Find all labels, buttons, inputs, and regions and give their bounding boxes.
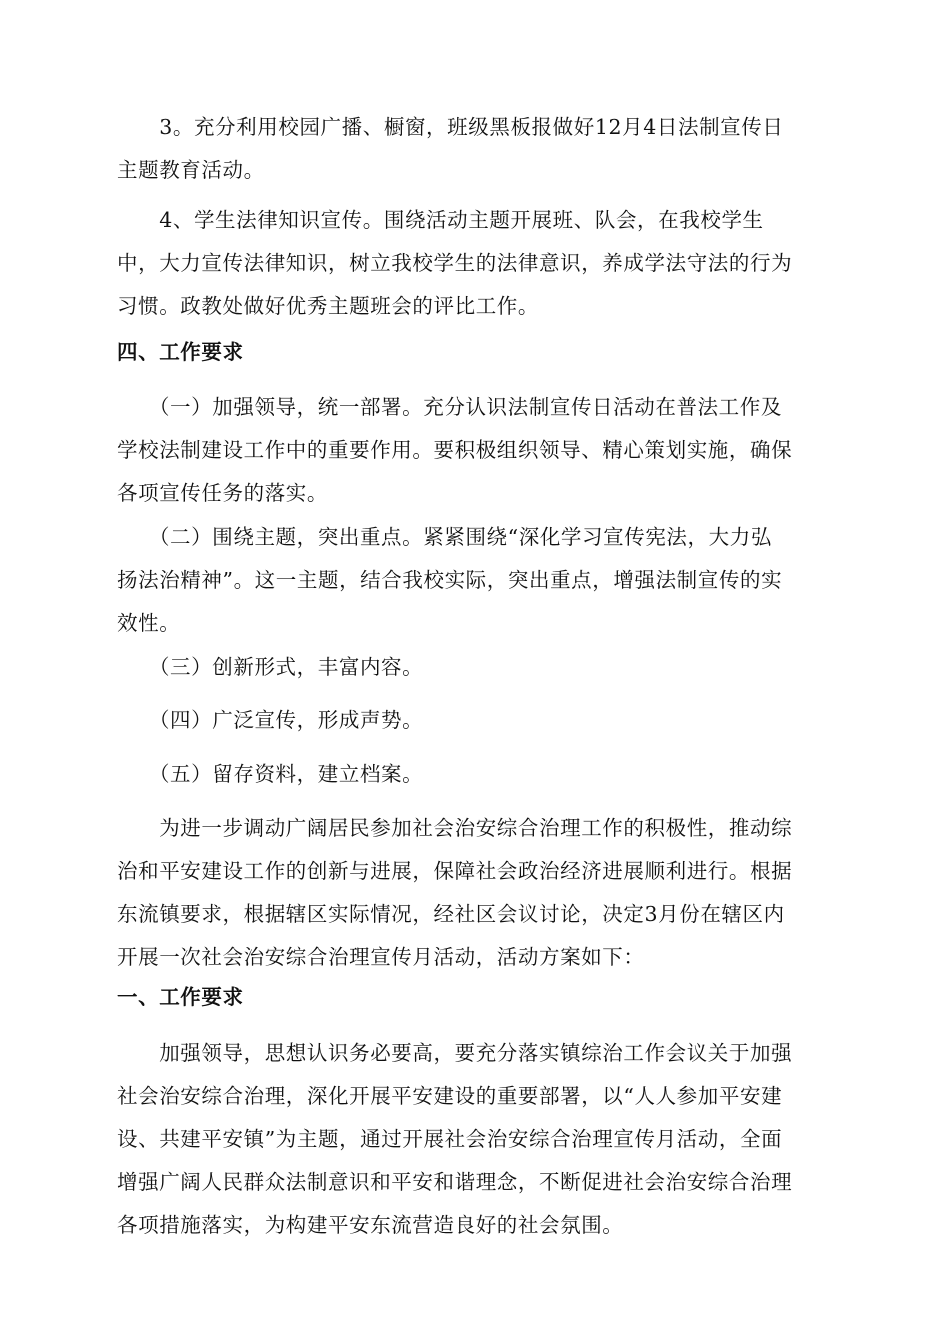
text-line: 学校法制建设工作中的重要作用。要积极组织领导、精心策划实施，确保 xyxy=(117,438,793,462)
text-line: 设、共建平安镇”为主题，通过开展社会治安综合治理宣传月活动，全面 xyxy=(117,1127,783,1151)
text-line: （三）创新形式，丰富内容。 xyxy=(117,655,424,679)
paragraph-wide-publicity xyxy=(117,699,833,742)
text-line: （一）加强领导，统一部署。充分认识法制宣传日活动在普法工作及 xyxy=(117,395,782,419)
text-line: （四）广泛宣传，形成声势。 xyxy=(117,708,424,732)
text-line: 扬法治精神”。这一主题，结合我校实际，突出重点，增强法制宣传的实 xyxy=(117,568,783,592)
text-line: 社会治安综合治理，深化开展平安建设的重要部署，以“人人参加平安建 xyxy=(117,1084,783,1108)
text-line: 各项宣传任务的落实。 xyxy=(117,481,328,505)
paragraph-innovate-forms xyxy=(117,646,833,689)
section-heading-work-requirements-4: 四、工作要求 xyxy=(117,340,244,364)
text-line: 开展一次社会治安综合治理宣传月活动，活动方案如下： xyxy=(117,945,645,969)
paragraph-item-4-law-knowledge xyxy=(117,199,833,328)
text-line: 各项措施落实，为构建平安东流营造良好的社会氛围。 xyxy=(117,1213,624,1237)
paragraph-keep-records xyxy=(117,753,833,796)
text-line: 习惯。政教处做好优秀主题班会的评比工作。 xyxy=(117,294,539,318)
text-line: （二）围绕主题，突出重点。紧紧围绕“深化学习宣传宪法，大力弘 xyxy=(117,525,772,549)
paragraph-item-3-broadcast xyxy=(117,106,833,192)
text-line: 效性。 xyxy=(117,611,181,635)
section-heading-work-requirements-1: 一、工作要求 xyxy=(117,985,244,1009)
text-line: （五）留存资料，建立档案。 xyxy=(117,762,424,786)
paragraph-strengthen-leadership xyxy=(117,386,833,515)
text-line: 治和平安建设工作的创新与进展，保障社会政治经济进展顺利进行。根据 xyxy=(117,859,793,883)
text-line: 中，大力宣传法律知识，树立我校学生的法律意识，养成学法守法的行为 xyxy=(117,251,793,275)
paragraph-strengthen-leadership-security xyxy=(117,1032,833,1247)
paragraph-focus-theme xyxy=(117,516,833,645)
text-line: 3。充分利用校园广播、橱窗，班级黑板报做好12月4日法制宣传日 xyxy=(117,115,784,139)
text-line: 东流镇要求，根据辖区实际情况，经社区会议讨论，决定3月份在辖区内 xyxy=(117,902,785,926)
paragraph-intro-security-month xyxy=(117,807,833,979)
text-line: 主题教育活动。 xyxy=(117,158,265,182)
text-line: 为进一步调动广阔居民参加社会治安综合治理工作的积极性，推动综 xyxy=(117,816,793,840)
text-line: 加强领导，思想认识务必要高，要充分落实镇综治工作会议关于加强 xyxy=(117,1041,793,1065)
text-line: 4、学生法律知识宣传。围绕活动主题开展班、队会，在我校学生 xyxy=(117,208,764,232)
text-line: 增强广阔人民群众法制意识和平安和谐理念，不断促进社会治安综合治理 xyxy=(117,1170,793,1194)
